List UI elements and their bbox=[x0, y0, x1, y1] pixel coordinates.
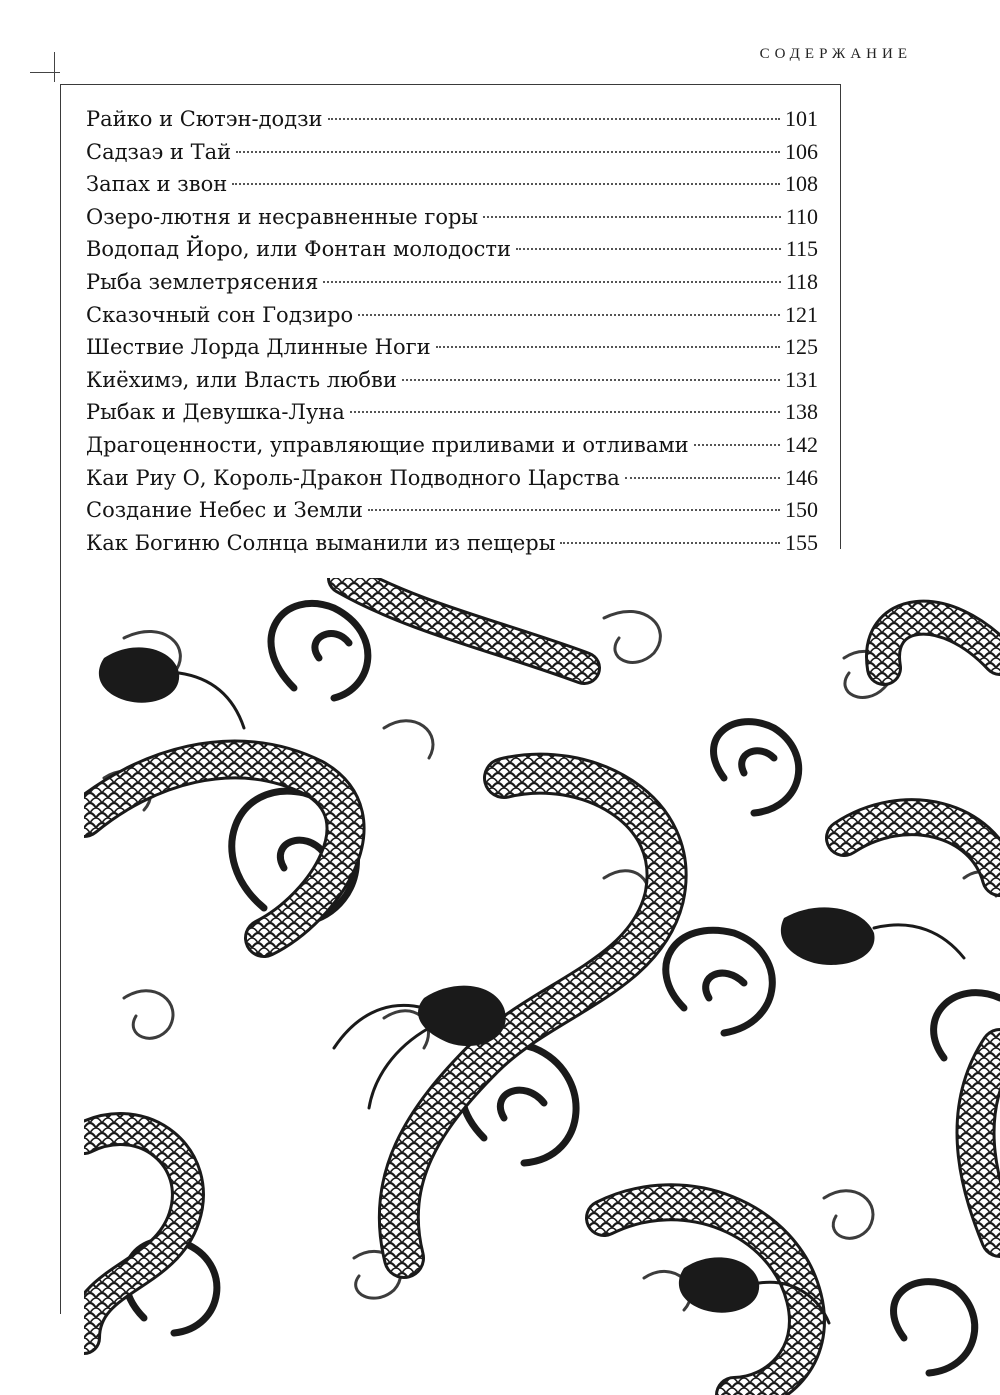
toc-entry-page: 155 bbox=[785, 529, 818, 555]
toc-entry-title: Райко и Сютэн-додзи bbox=[86, 107, 323, 131]
toc-entry-page: 131 bbox=[785, 366, 818, 392]
dragon-cloud-illustration bbox=[84, 578, 1000, 1395]
table-of-contents bbox=[86, 103, 818, 559]
toc-entry[interactable] bbox=[86, 462, 818, 495]
toc-entry[interactable] bbox=[86, 201, 818, 234]
toc-entry-title: Драгоценности, управляющие приливами и отливами bbox=[86, 432, 689, 457]
toc-entry-title: Водопад Йоро, или Фонтан молодости bbox=[86, 237, 511, 262]
toc-entry[interactable] bbox=[86, 331, 818, 364]
toc-entry-title: Рыба землетрясения bbox=[86, 269, 319, 294]
toc-entry-page: 142 bbox=[785, 431, 818, 457]
toc-entry-title: Запах и звон bbox=[86, 172, 228, 197]
toc-entry[interactable] bbox=[86, 103, 818, 136]
toc-entry[interactable] bbox=[86, 494, 818, 527]
toc-entry-page: 106 bbox=[785, 138, 818, 164]
toc-dot-leader bbox=[358, 314, 780, 316]
toc-entry-title: Рыбак и Девушка-Луна bbox=[86, 400, 345, 425]
toc-entry[interactable] bbox=[86, 364, 818, 397]
toc-entry-title: Садзаэ и Тай bbox=[86, 139, 232, 164]
toc-entry-title: Шествие Лорда Длинные Ноги bbox=[86, 335, 431, 360]
toc-entry-page: 101 bbox=[785, 106, 818, 131]
crop-mark-horizontal bbox=[30, 72, 60, 73]
toc-entry-page: 115 bbox=[785, 236, 818, 262]
toc-dot-leader bbox=[368, 509, 780, 511]
toc-entry[interactable] bbox=[86, 233, 818, 266]
toc-dot-leader bbox=[694, 444, 780, 446]
frame-top-rule bbox=[60, 84, 840, 85]
toc-entry-title: Сказочный сон Годзиро bbox=[86, 302, 354, 327]
toc-dot-leader bbox=[436, 346, 780, 348]
toc-entry-page: 146 bbox=[785, 464, 818, 490]
toc-dot-leader bbox=[350, 411, 780, 413]
toc-entry[interactable] bbox=[86, 396, 818, 429]
toc-entry-title: Каи Риу О, Король-Дракон Подводного Царства bbox=[86, 465, 620, 490]
toc-entry[interactable] bbox=[86, 299, 818, 332]
toc-entry-title: Создание Небес и Земли bbox=[86, 498, 363, 523]
toc-dot-leader bbox=[625, 477, 780, 479]
toc-dot-leader bbox=[483, 216, 781, 218]
frame-right-rule bbox=[840, 84, 841, 549]
toc-entry-title: Озеро-лютня и несравненные горы bbox=[86, 204, 479, 229]
toc-entry[interactable] bbox=[86, 527, 818, 560]
running-head: СОДЕРЖАНИЕ bbox=[759, 46, 912, 62]
toc-dot-leader bbox=[232, 183, 780, 185]
toc-entry-page: 125 bbox=[785, 334, 818, 360]
toc-entry[interactable] bbox=[86, 136, 818, 169]
crop-mark-vertical bbox=[54, 52, 55, 82]
toc-dot-leader bbox=[516, 248, 781, 250]
toc-entry-title: Как Богиню Солнца выманили из пещеры bbox=[86, 530, 556, 555]
toc-entry-page: 150 bbox=[785, 497, 818, 523]
toc-entry-page: 118 bbox=[785, 268, 818, 294]
toc-entry-page: 138 bbox=[785, 399, 818, 425]
toc-dot-leader bbox=[560, 542, 780, 544]
toc-dot-leader bbox=[323, 281, 780, 283]
toc-entry-page: 121 bbox=[785, 301, 818, 327]
toc-dot-leader bbox=[402, 379, 780, 381]
toc-entry[interactable] bbox=[86, 168, 818, 201]
dragon-cloud-pattern-icon bbox=[84, 578, 1000, 1395]
toc-dot-leader bbox=[236, 151, 780, 153]
toc-entry-page: 110 bbox=[785, 203, 818, 229]
toc-entry-page: 108 bbox=[785, 171, 818, 197]
toc-entry[interactable] bbox=[86, 429, 818, 462]
toc-entry-title: Киёхимэ, или Власть любви bbox=[86, 367, 397, 392]
frame-left-rule bbox=[60, 84, 61, 1314]
toc-dot-leader bbox=[328, 118, 780, 120]
toc-entry[interactable] bbox=[86, 266, 818, 299]
